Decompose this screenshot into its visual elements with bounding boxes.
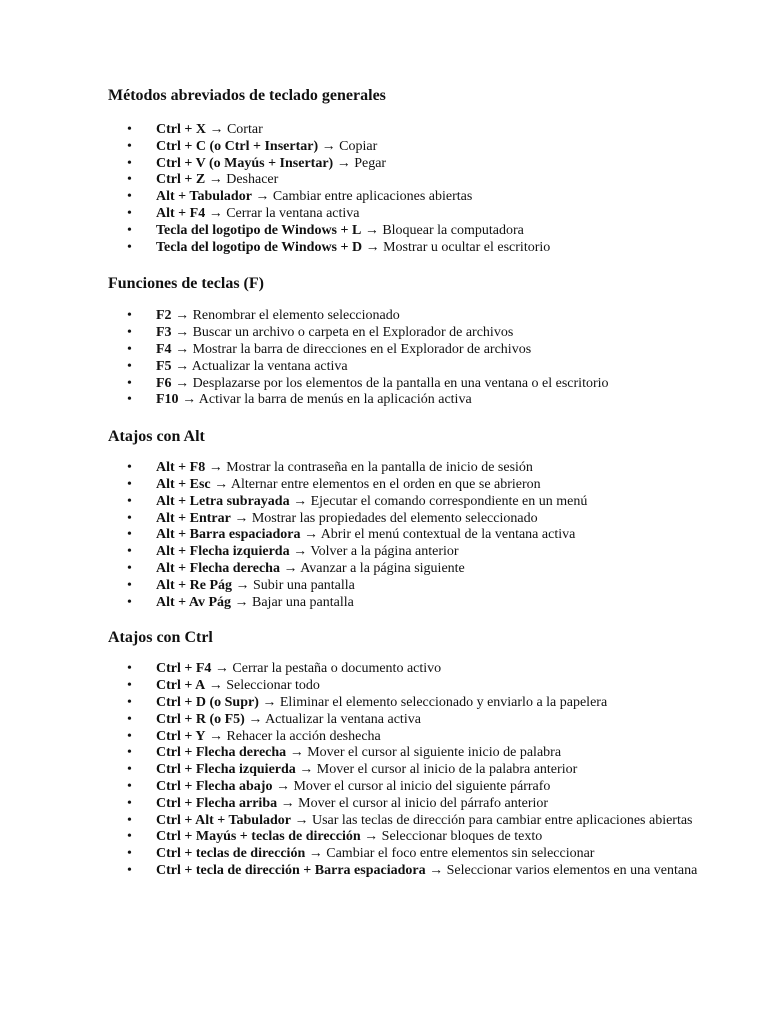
shortcut-keys: Ctrl + Flecha arriba [156,795,278,811]
shortcut-description: → Usar las teclas de dirección para cambiar entre aplicaciones abiertas [290,812,693,828]
shortcut-keys: F5 [156,358,172,374]
shortcut-keys: Ctrl + tecla de dirección + Barra espaciadora [156,862,426,878]
section-general-shortcuts [108,86,728,256]
list-item [108,511,728,528]
list-item [108,695,728,712]
list-item [108,863,728,880]
list-item [108,156,728,173]
shortcut-keys: F3 [156,325,172,341]
shortcut-keys: F4 [156,341,172,357]
list-item [108,796,728,813]
list-item [108,544,728,561]
list-item [108,494,728,511]
list-item [108,392,728,409]
list-item [108,342,728,359]
shortcut-description: → Desplazarse por los elementos de la pantalla en una ventana o el escritorio [171,375,609,391]
shortcut-keys: Ctrl + Mayús + teclas de dirección [156,829,361,845]
shortcut-keys: Alt + Flecha derecha [156,560,280,576]
list-item [108,779,728,796]
shortcut-keys: Alt + F4 [156,205,206,221]
shortcut-description: → Bajar una pantalla [231,594,354,610]
shortcut-keys: Ctrl + X [156,122,206,137]
shortcut-description: → Mover el cursor al inicio del párrafo anterior [277,795,549,811]
shortcut-keys: Ctrl + Alt + Tabulador [156,812,291,828]
shortcut-description: → Mostrar la contraseña en la pantalla de inicio de sesión [205,460,533,476]
list-item [108,829,728,846]
list-item [108,240,728,257]
shortcut-keys: Alt + Barra espaciadora [156,527,301,543]
list-item [108,206,728,223]
list-item [108,477,728,494]
section-function-keys [108,274,728,409]
shortcut-keys: Ctrl + Y [156,728,206,744]
list-item [108,813,728,830]
shortcut-description: → Volver a la página anterior [289,544,459,560]
shortcut-keys: Ctrl + Flecha derecha [156,745,287,761]
list-item [108,376,728,393]
list-item [108,561,728,578]
shortcut-keys: Ctrl + A [156,678,206,694]
shortcut-keys: Tecla del logotipo de Windows + D [156,239,363,255]
shortcut-description: → Avanzar a la página siguiente [279,560,465,576]
shortcut-keys: Ctrl + R (o F5) [156,711,245,727]
list-item [108,745,728,762]
shortcut-description: → Mover el cursor al siguiente inicio de palabra [286,745,562,761]
shortcut-keys: F2 [156,308,172,324]
shortcut-description: → Seleccionar varios elementos en una ventana [425,862,698,878]
list-item [108,122,728,139]
list-item [108,712,728,729]
list-item [108,527,728,544]
list-item [108,308,728,325]
shortcut-keys: F10 [156,392,179,408]
shortcut-description: → Copiar [318,138,378,154]
shortcut-list [108,122,728,256]
shortcut-list [108,308,728,409]
shortcut-description: → Seleccionar bloques de texto [360,829,543,845]
shortcut-keys: Ctrl + F4 [156,661,212,677]
shortcut-description: → Subir una pantalla [232,577,355,593]
shortcut-keys: Ctrl + V (o Mayús + Insertar) [156,155,334,171]
section-title: Atajos con Alt [108,428,205,446]
shortcut-description: → Cambiar el foco entre elementos sin seleccionar [305,846,595,862]
shortcut-description: → Cerrar la ventana activa [205,205,360,221]
shortcut-description: → Cambiar entre aplicaciones abiertas [251,189,473,205]
shortcut-description: → Bloquear la computadora [361,222,524,238]
shortcut-description: → Actualizar la ventana activa [171,358,348,374]
section-title: Métodos abreviados de teclado generales [108,87,386,104]
shortcut-keys: Ctrl + D (o Supr) [156,694,259,710]
shortcut-keys: Alt + Esc [156,476,211,492]
section-alt-shortcuts [108,427,728,611]
list-item [108,460,728,477]
shortcut-description: → Deshacer [205,172,279,188]
shortcut-description: → Pegar [333,155,387,171]
list-item [108,172,728,189]
list-item [108,325,728,342]
shortcut-keys: Ctrl + Flecha abajo [156,778,273,794]
shortcut-keys: Ctrl + Flecha izquierda [156,762,296,778]
shortcut-description: → Mostrar las propiedades del elemento seleccionado [230,510,538,526]
list-item [108,359,728,376]
shortcut-keys: Ctrl + C (o Ctrl + Insertar) [156,138,319,154]
shortcut-description: → Rehacer la acción deshecha [205,728,381,744]
shortcut-description: → Mostrar u ocultar el escritorio [362,239,551,255]
shortcut-description: → Cortar [205,122,263,137]
shortcut-description: → Cerrar la pestaña o documento activo [211,661,442,677]
section-ctrl-shortcuts [108,628,728,879]
shortcut-description: → Seleccionar todo [205,678,320,694]
shortcut-description: → Renombrar el elemento seleccionado [171,308,400,324]
shortcut-keys: Ctrl + teclas de dirección [156,846,306,862]
list-item [108,661,728,678]
shortcut-list [108,460,728,611]
shortcut-description: → Eliminar el elemento seleccionado y enviarlo a la papelera [258,694,608,710]
shortcut-keys: Tecla del logotipo de Windows + L [156,222,362,238]
shortcut-keys: Alt + Re Pág [156,577,233,593]
shortcut-description: → Activar la barra de menús en la aplicación activa [178,392,472,408]
shortcut-description: → Actualizar la ventana activa [244,711,421,727]
section-title: Atajos con Ctrl [108,629,213,647]
list-item [108,846,728,863]
list-item [108,139,728,156]
shortcut-keys: Alt + Entrar [156,510,231,526]
shortcut-description: → Mostrar la barra de direcciones en el Explorador de archivos [171,341,532,357]
shortcut-description: → Ejecutar el comando correspondiente en un menú [289,493,588,509]
shortcut-description: → Abrir el menú contextual de la ventana activa [300,527,576,543]
list-item [108,678,728,695]
shortcut-keys: F6 [156,375,172,391]
list-item [108,595,728,612]
list-item [108,729,728,746]
shortcut-description: → Mover el cursor al inicio del siguiente párrafo [272,778,551,794]
list-item [108,762,728,779]
list-item [108,578,728,595]
shortcut-description: → Buscar un archivo o carpeta en el Explorador de archivos [171,325,514,341]
shortcut-keys: Alt + Tabulador [156,189,252,205]
shortcut-keys: Alt + Av Pág [156,594,231,610]
section-title: Funciones de teclas (F) [108,275,264,293]
shortcut-description: → Mover el cursor al inicio de la palabra anterior [295,762,578,778]
shortcut-description: → Alternar entre elementos en el orden en que se abrieron [210,476,541,492]
list-item [108,223,728,240]
shortcut-list [108,661,728,879]
shortcut-keys: Alt + F8 [156,460,206,476]
shortcut-keys: Ctrl + Z [156,172,206,188]
shortcut-keys: Alt + Flecha izquierda [156,544,290,560]
list-item [108,189,728,206]
shortcut-keys: Alt + Letra subrayada [156,493,290,509]
